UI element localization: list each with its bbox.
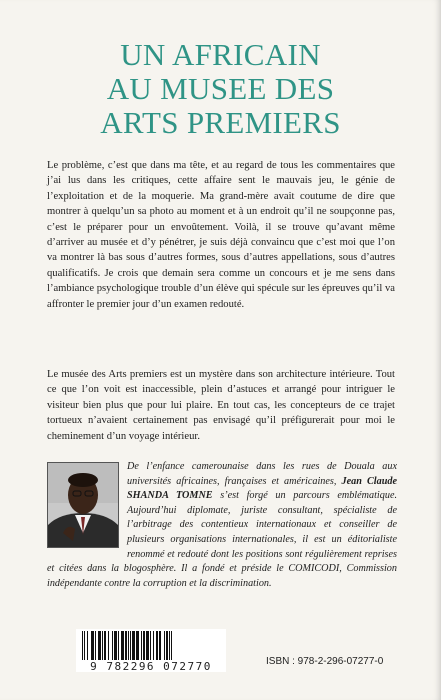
barcode xyxy=(76,629,226,672)
title-line-3: ARTS PREMIERS xyxy=(100,105,341,140)
bio-text-part-1: De l’enfance camerounaise dans les rues de Douala aux universités africaines, françaises et américaines, xyxy=(127,461,397,487)
barcode-number: 9 782296 072770 xyxy=(90,660,212,673)
barcode-bars xyxy=(82,631,220,660)
bio-text-part-2: s’est forgé un parcours emblématique. Aujourd’hui diplomate, juriste consultant, spécialiste de l’arbitrage des contentieux internationaux et conseiller de plusieurs organisations internationales, il est un éditorialiste renommé et redouté dont les positions sont régulièrement reprises et citées dans la blogosphère. Il a fondé et préside le COMICODI, Commission indépendante contre la corruption et la discrimination. xyxy=(47,490,398,589)
excerpt-paragraph-1: Le problème, c’est que dans ma tête, et au regard de tous les commentaires que j’ai lus dans les critiques, cette affaire sent le mauvais jeu, le génie de l’exploitation et de la moquerie. Ma grand-mère avait coutume de dire que montrer à quelqu’un sa photo au moment et à un endroit qu’il ne soupçonne pas, c’est le préparer pour un envoûtement. Voilà, il se trouve qu’avant même d’arriver au musée et d’y pénétrer, je suis déjà convaincu que c’est moi que l’on va montrer là bas sous d’autres formes, sous d’autres appellations, sous d’autres qualificatifs. Je crois que demain sera comme un concours et je me sens dans l’ambiance psychologique trouble d’un élève qui spécule sur les épreuves qu’il va affronter le premier jour d’un examen redouté. xyxy=(47,160,395,310)
author-photo xyxy=(47,462,119,548)
title-line-2: AU MUSEE DES xyxy=(106,71,335,106)
barcode-bar xyxy=(171,631,172,660)
isbn: ISBN : 978-2-296-07277-0 xyxy=(266,656,384,667)
excerpt-paragraph-2: Le musée des Arts premiers est un mystère dans son architecture intérieure. Tout ce que l’on voit est inaccessible, plein d’astuces et arrangé pour intriguer le visiteur bien plus que pour lui plaire. En tout cas, les concepteurs de ce trajet tortueux n’avaient certainement pas envisagé qu’il préfigurerait pour moi le cheminement d’un voyage intérieur. xyxy=(47,369,395,442)
book-title xyxy=(0,38,441,140)
title-line-1: UN AFRICAIN xyxy=(120,37,321,72)
author-biography xyxy=(47,460,397,591)
portrait-image xyxy=(48,463,118,547)
author-name: Jean Claude SHANDA TOMNE xyxy=(127,475,397,502)
